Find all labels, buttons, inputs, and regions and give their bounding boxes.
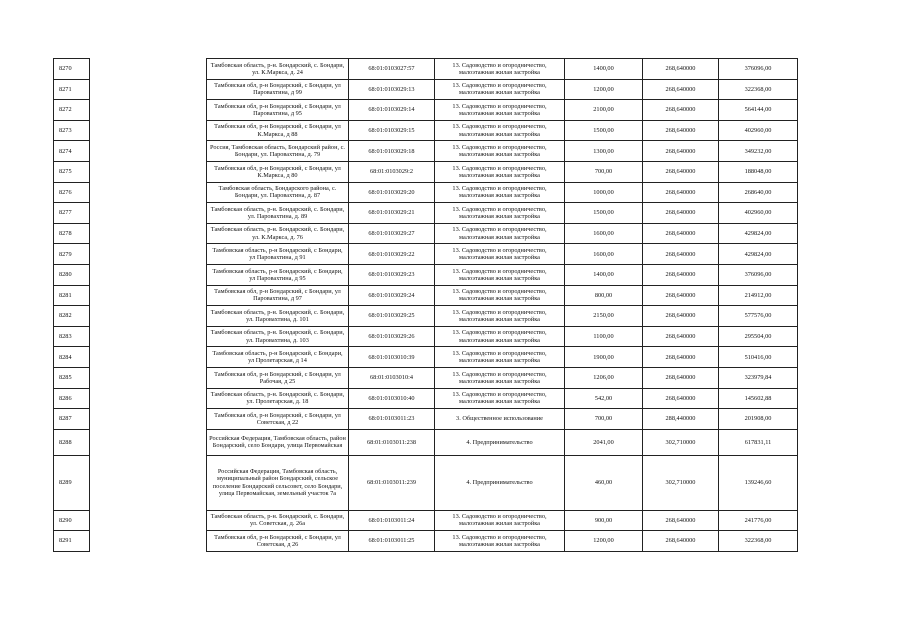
address-cell: Тамбовская обл, р-н Бондарский, с Бондари, ул К.Маркса, д 80	[207, 161, 349, 182]
row-number: 8288	[54, 429, 90, 455]
address-cell: Россия, Тамбовская область, Бондарский район, с. Бондари, ул. Паровахтина, д. 79	[207, 141, 349, 162]
area-cell: 1600,00	[565, 223, 643, 244]
blank-cell	[90, 429, 207, 455]
blank-cell	[90, 264, 207, 285]
cadastral-value-cell: 510416,00	[719, 347, 798, 368]
address-cell: Тамбовская область, р-н Бондарский, с Бондари, ул Пролетарская, д 14	[207, 347, 349, 368]
blank-cell	[90, 79, 207, 100]
table-row	[54, 347, 798, 368]
row-number: 8270	[54, 59, 90, 80]
cadastral-value-cell: 577576,00	[719, 306, 798, 327]
cadastral-value-cell: 214912,00	[719, 285, 798, 306]
land-use-cell: 13. Садоводство и огородничество, малоэтажная жилая застройка	[435, 100, 565, 121]
land-use-cell: 4. Предпринимательство	[435, 429, 565, 455]
row-number: 8274	[54, 141, 90, 162]
address-cell: Тамбовская обл, р-н Бондарский, с Бондари, ул Паровахтина, д 99	[207, 79, 349, 100]
blank-cell	[90, 326, 207, 347]
cadastral-number-cell: 68:01:0103011:25	[349, 531, 435, 552]
specific-value-cell: 302,710000	[643, 455, 719, 510]
address-cell: Тамбовская область, р-н Бондарский, с Бондари, ул Паровахтина, д 91	[207, 244, 349, 265]
address-cell: Тамбовская область, р-н. Бондарский, с. Бондари, ул. К.Маркса, д. 76	[207, 223, 349, 244]
address-cell: Тамбовская область, р-н. Бондарский, с. Бондари, ул. Паровахтина, д. 89	[207, 203, 349, 224]
blank-cell	[90, 367, 207, 388]
cadastral-value-cell: 402960,00	[719, 203, 798, 224]
table-row	[54, 244, 798, 265]
row-number: 8286	[54, 388, 90, 409]
specific-value-cell: 268,640000	[643, 223, 719, 244]
area-cell: 1200,00	[565, 79, 643, 100]
cadastral-number-cell: 68:01:0103029:2	[349, 161, 435, 182]
blank-cell	[90, 510, 207, 531]
row-number: 8282	[54, 306, 90, 327]
land-use-cell: 13. Садоводство и огородничество, малоэтажная жилая застройка	[435, 347, 565, 368]
specific-value-cell: 268,640000	[643, 531, 719, 552]
area-cell: 542,00	[565, 388, 643, 409]
land-use-cell: 13. Садоводство и огородничество, малоэтажная жилая застройка	[435, 285, 565, 306]
land-use-cell: 13. Садоводство и огородничество, малоэтажная жилая застройка	[435, 141, 565, 162]
row-number: 8281	[54, 285, 90, 306]
area-cell: 1100,00	[565, 326, 643, 347]
cadastral-value-cell: 268640,00	[719, 182, 798, 203]
blank-cell	[90, 182, 207, 203]
area-cell: 2150,00	[565, 306, 643, 327]
address-cell: Тамбовская обл, р-н Бондарский, с Бондари, ул К.Маркса, д 88	[207, 120, 349, 141]
specific-value-cell: 268,640000	[643, 79, 719, 100]
table-row	[54, 59, 798, 80]
table-row	[54, 455, 798, 510]
cadastral-number-cell: 68:01:0103029:20	[349, 182, 435, 203]
cadastral-number-cell: 68:01:0103011:238	[349, 429, 435, 455]
land-use-cell: 3. Общественное использование	[435, 409, 565, 430]
land-use-cell: 13. Садоводство и огородничество, малоэтажная жилая застройка	[435, 223, 565, 244]
table-row	[54, 182, 798, 203]
cadastral-number-cell: 68:01:0103029:14	[349, 100, 435, 121]
row-number: 8275	[54, 161, 90, 182]
specific-value-cell: 302,710000	[643, 429, 719, 455]
area-cell: 1400,00	[565, 264, 643, 285]
area-cell: 2041,00	[565, 429, 643, 455]
blank-cell	[90, 100, 207, 121]
address-cell: Тамбовская область, р-н Бондарский, с Бондари, ул Паровахтина, д 95	[207, 264, 349, 285]
table-row	[54, 264, 798, 285]
address-cell: Тамбовская область, р-н. Бондарский, с. Бондари, ул. Паровахтина, д. 101	[207, 306, 349, 327]
row-number: 8272	[54, 100, 90, 121]
land-use-cell: 13. Садоводство и огородничество, малоэтажная жилая застройка	[435, 79, 565, 100]
specific-value-cell: 268,640000	[643, 367, 719, 388]
blank-cell	[90, 141, 207, 162]
land-use-cell: 13. Садоводство и огородничество, малоэтажная жилая застройка	[435, 306, 565, 327]
specific-value-cell: 268,640000	[643, 306, 719, 327]
table-row	[54, 141, 798, 162]
area-cell: 1206,00	[565, 367, 643, 388]
cadastral-number-cell: 68:01:0103010:40	[349, 388, 435, 409]
blank-cell	[90, 285, 207, 306]
blank-cell	[90, 244, 207, 265]
cadastral-number-cell: 68:01:0103029:18	[349, 141, 435, 162]
land-use-cell: 13. Садоводство и огородничество, малоэтажная жилая застройка	[435, 244, 565, 265]
table-row	[54, 531, 798, 552]
row-number: 8287	[54, 409, 90, 430]
area-cell: 1600,00	[565, 244, 643, 265]
blank-cell	[90, 388, 207, 409]
cadastral-value-cell: 564144,00	[719, 100, 798, 121]
cadastral-value-cell: 429824,00	[719, 223, 798, 244]
specific-value-cell: 268,640000	[643, 100, 719, 121]
address-cell: Тамбовская обл, р-н Бондарский, с Бондари, ул Советская, д 26	[207, 531, 349, 552]
land-use-cell: 4. Предпринимательство	[435, 455, 565, 510]
specific-value-cell: 268,640000	[643, 326, 719, 347]
row-number: 8271	[54, 79, 90, 100]
blank-cell	[90, 59, 207, 80]
area-cell: 700,00	[565, 409, 643, 430]
blank-cell	[90, 161, 207, 182]
cadastral-number-cell: 68:01:0103029:15	[349, 120, 435, 141]
blank-cell	[90, 531, 207, 552]
blank-cell	[90, 223, 207, 244]
land-use-cell: 13. Садоводство и огородничество, малоэтажная жилая застройка	[435, 264, 565, 285]
row-number: 8277	[54, 203, 90, 224]
cadastral-value-cell: 323979,84	[719, 367, 798, 388]
cadastral-number-cell: 68:01:0103029:24	[349, 285, 435, 306]
cadastral-number-cell: 68:01:0103029:22	[349, 244, 435, 265]
row-number: 8291	[54, 531, 90, 552]
specific-value-cell: 268,640000	[643, 161, 719, 182]
table-row	[54, 161, 798, 182]
row-number: 8289	[54, 455, 90, 510]
specific-value-cell: 268,640000	[643, 264, 719, 285]
cadastral-value-table	[53, 58, 798, 552]
row-number: 8278	[54, 223, 90, 244]
specific-value-cell: 268,640000	[643, 141, 719, 162]
cadastral-value-cell: 322368,00	[719, 531, 798, 552]
area-cell: 1300,00	[565, 141, 643, 162]
table-row	[54, 429, 798, 455]
table-row	[54, 326, 798, 347]
cadastral-value-cell: 376096,00	[719, 264, 798, 285]
cadastral-value-cell: 201908,00	[719, 409, 798, 430]
specific-value-cell: 268,640000	[643, 203, 719, 224]
blank-cell	[90, 306, 207, 327]
address-cell: Российская Федерация, Тамбовская область, район Бондарский, село Бондари, улица Первомайская	[207, 429, 349, 455]
cadastral-number-cell: 68:01:0103027:57	[349, 59, 435, 80]
cadastral-number-cell: 68:01:0103029:21	[349, 203, 435, 224]
blank-cell	[90, 455, 207, 510]
address-cell: Тамбовская область, р-н. Бондарский, с. Бондари, ул. Пролетарская, д. 18	[207, 388, 349, 409]
land-use-cell: 13. Садоводство и огородничество, малоэтажная жилая застройка	[435, 120, 565, 141]
table-row	[54, 388, 798, 409]
address-cell: Тамбовская область, Бондарского района, с. Бондари, ул. Паровахтина, д. 87	[207, 182, 349, 203]
table-row	[54, 120, 798, 141]
cadastral-number-cell: 68:01:0103029:13	[349, 79, 435, 100]
area-cell: 1400,00	[565, 59, 643, 80]
area-cell: 460,00	[565, 455, 643, 510]
address-cell: Тамбовская обл, р-н Бондарский, с Бондари, ул Рабочая, д 25	[207, 367, 349, 388]
address-cell: Тамбовская область, р-н. Бондарский, с. Бондари, ул. Паровахтина, д. 103	[207, 326, 349, 347]
area-cell: 700,00	[565, 161, 643, 182]
land-use-cell: 13. Садоводство и огородничество, малоэтажная жилая застройка	[435, 203, 565, 224]
specific-value-cell: 268,640000	[643, 120, 719, 141]
table-row	[54, 223, 798, 244]
land-use-cell: 13. Садоводство и огородничество, малоэтажная жилая застройка	[435, 510, 565, 531]
area-cell: 1900,00	[565, 347, 643, 368]
table-row	[54, 100, 798, 121]
area-cell: 1500,00	[565, 120, 643, 141]
row-number: 8283	[54, 326, 90, 347]
row-number: 8276	[54, 182, 90, 203]
cadastral-value-cell: 188048,00	[719, 161, 798, 182]
specific-value-cell: 268,640000	[643, 285, 719, 306]
row-number: 8280	[54, 264, 90, 285]
specific-value-cell: 268,640000	[643, 59, 719, 80]
cadastral-value-cell: 617831,11	[719, 429, 798, 455]
blank-cell	[90, 203, 207, 224]
area-cell: 1000,00	[565, 182, 643, 203]
cadastral-number-cell: 68:01:0103029:26	[349, 326, 435, 347]
land-use-cell: 13. Садоводство и огородничество, малоэтажная жилая застройка	[435, 388, 565, 409]
area-cell: 800,00	[565, 285, 643, 306]
specific-value-cell: 288,440000	[643, 409, 719, 430]
cadastral-value-cell: 376096,00	[719, 59, 798, 80]
specific-value-cell: 268,640000	[643, 347, 719, 368]
table-row	[54, 409, 798, 430]
cadastral-value-cell: 349232,00	[719, 141, 798, 162]
land-use-cell: 13. Садоводство и огородничество, малоэтажная жилая застройка	[435, 326, 565, 347]
cadastral-value-cell: 295504,00	[719, 326, 798, 347]
cadastral-value-cell: 139246,60	[719, 455, 798, 510]
specific-value-cell: 268,640000	[643, 510, 719, 531]
specific-value-cell: 268,640000	[643, 182, 719, 203]
row-number: 8290	[54, 510, 90, 531]
area-cell: 1500,00	[565, 203, 643, 224]
blank-cell	[90, 120, 207, 141]
land-use-cell: 13. Садоводство и огородничество, малоэтажная жилая застройка	[435, 182, 565, 203]
address-cell: Тамбовская обл, р-н Бондарский, с Бондари, ул Паровахтина, д 95	[207, 100, 349, 121]
cadastral-number-cell: 68:01:0103029:27	[349, 223, 435, 244]
land-use-cell: 13. Садоводство и огородничество, малоэтажная жилая застройка	[435, 531, 565, 552]
cadastral-value-cell: 241776,00	[719, 510, 798, 531]
area-cell: 2100,00	[565, 100, 643, 121]
cadastral-number-cell: 68:01:0103010:4	[349, 367, 435, 388]
cadastral-value-cell: 322368,00	[719, 79, 798, 100]
table-row	[54, 285, 798, 306]
cadastral-number-cell: 68:01:0103029:23	[349, 264, 435, 285]
row-number: 8279	[54, 244, 90, 265]
address-cell: Тамбовская обл, р-н Бондарский, с Бондари, ул Советская, д 22	[207, 409, 349, 430]
area-cell: 900,00	[565, 510, 643, 531]
land-use-cell: 13. Садоводство и огородничество, малоэтажная жилая застройка	[435, 367, 565, 388]
table-row	[54, 306, 798, 327]
cadastral-number-cell: 68:01:0103011:24	[349, 510, 435, 531]
cadastral-number-cell: 68:01:0103029:25	[349, 306, 435, 327]
cadastral-value-cell: 402960,00	[719, 120, 798, 141]
blank-cell	[90, 347, 207, 368]
address-cell: Тамбовская обл, р-н Бондарский, с Бондари, ул Паровахтина, д 97	[207, 285, 349, 306]
table-row	[54, 203, 798, 224]
cadastral-number-cell: 68:01:0103011:239	[349, 455, 435, 510]
row-number: 8285	[54, 367, 90, 388]
row-number: 8273	[54, 120, 90, 141]
address-cell: Российская Федерация, Тамбовская область, муниципальный район Бондарский, сельское поселение Бондарский сельсовет, село Бондари, улица Первомайская, земельный участок 7а	[207, 455, 349, 510]
area-cell: 1200,00	[565, 531, 643, 552]
table-body	[54, 59, 798, 552]
blank-cell	[90, 409, 207, 430]
land-use-cell: 13. Садоводство и огородничество, малоэтажная жилая застройка	[435, 161, 565, 182]
table-row	[54, 510, 798, 531]
cadastral-number-cell: 68:01:0103011:23	[349, 409, 435, 430]
table-row	[54, 79, 798, 100]
specific-value-cell: 268,640000	[643, 244, 719, 265]
address-cell: Тамбовская область, р-н. Бондарский, с. Бондари, ул. К.Маркса, д. 24	[207, 59, 349, 80]
cadastral-value-cell: 145602,88	[719, 388, 798, 409]
cadastral-number-cell: 68:01:0103010:39	[349, 347, 435, 368]
table-row	[54, 367, 798, 388]
cadastral-value-cell: 429824,00	[719, 244, 798, 265]
row-number: 8284	[54, 347, 90, 368]
land-use-cell: 13. Садоводство и огородничество, малоэтажная жилая застройка	[435, 59, 565, 80]
address-cell: Тамбовская область, р-н. Бондарский, с. Бондари, ул. Советская, д. 26а	[207, 510, 349, 531]
specific-value-cell: 268,640000	[643, 388, 719, 409]
